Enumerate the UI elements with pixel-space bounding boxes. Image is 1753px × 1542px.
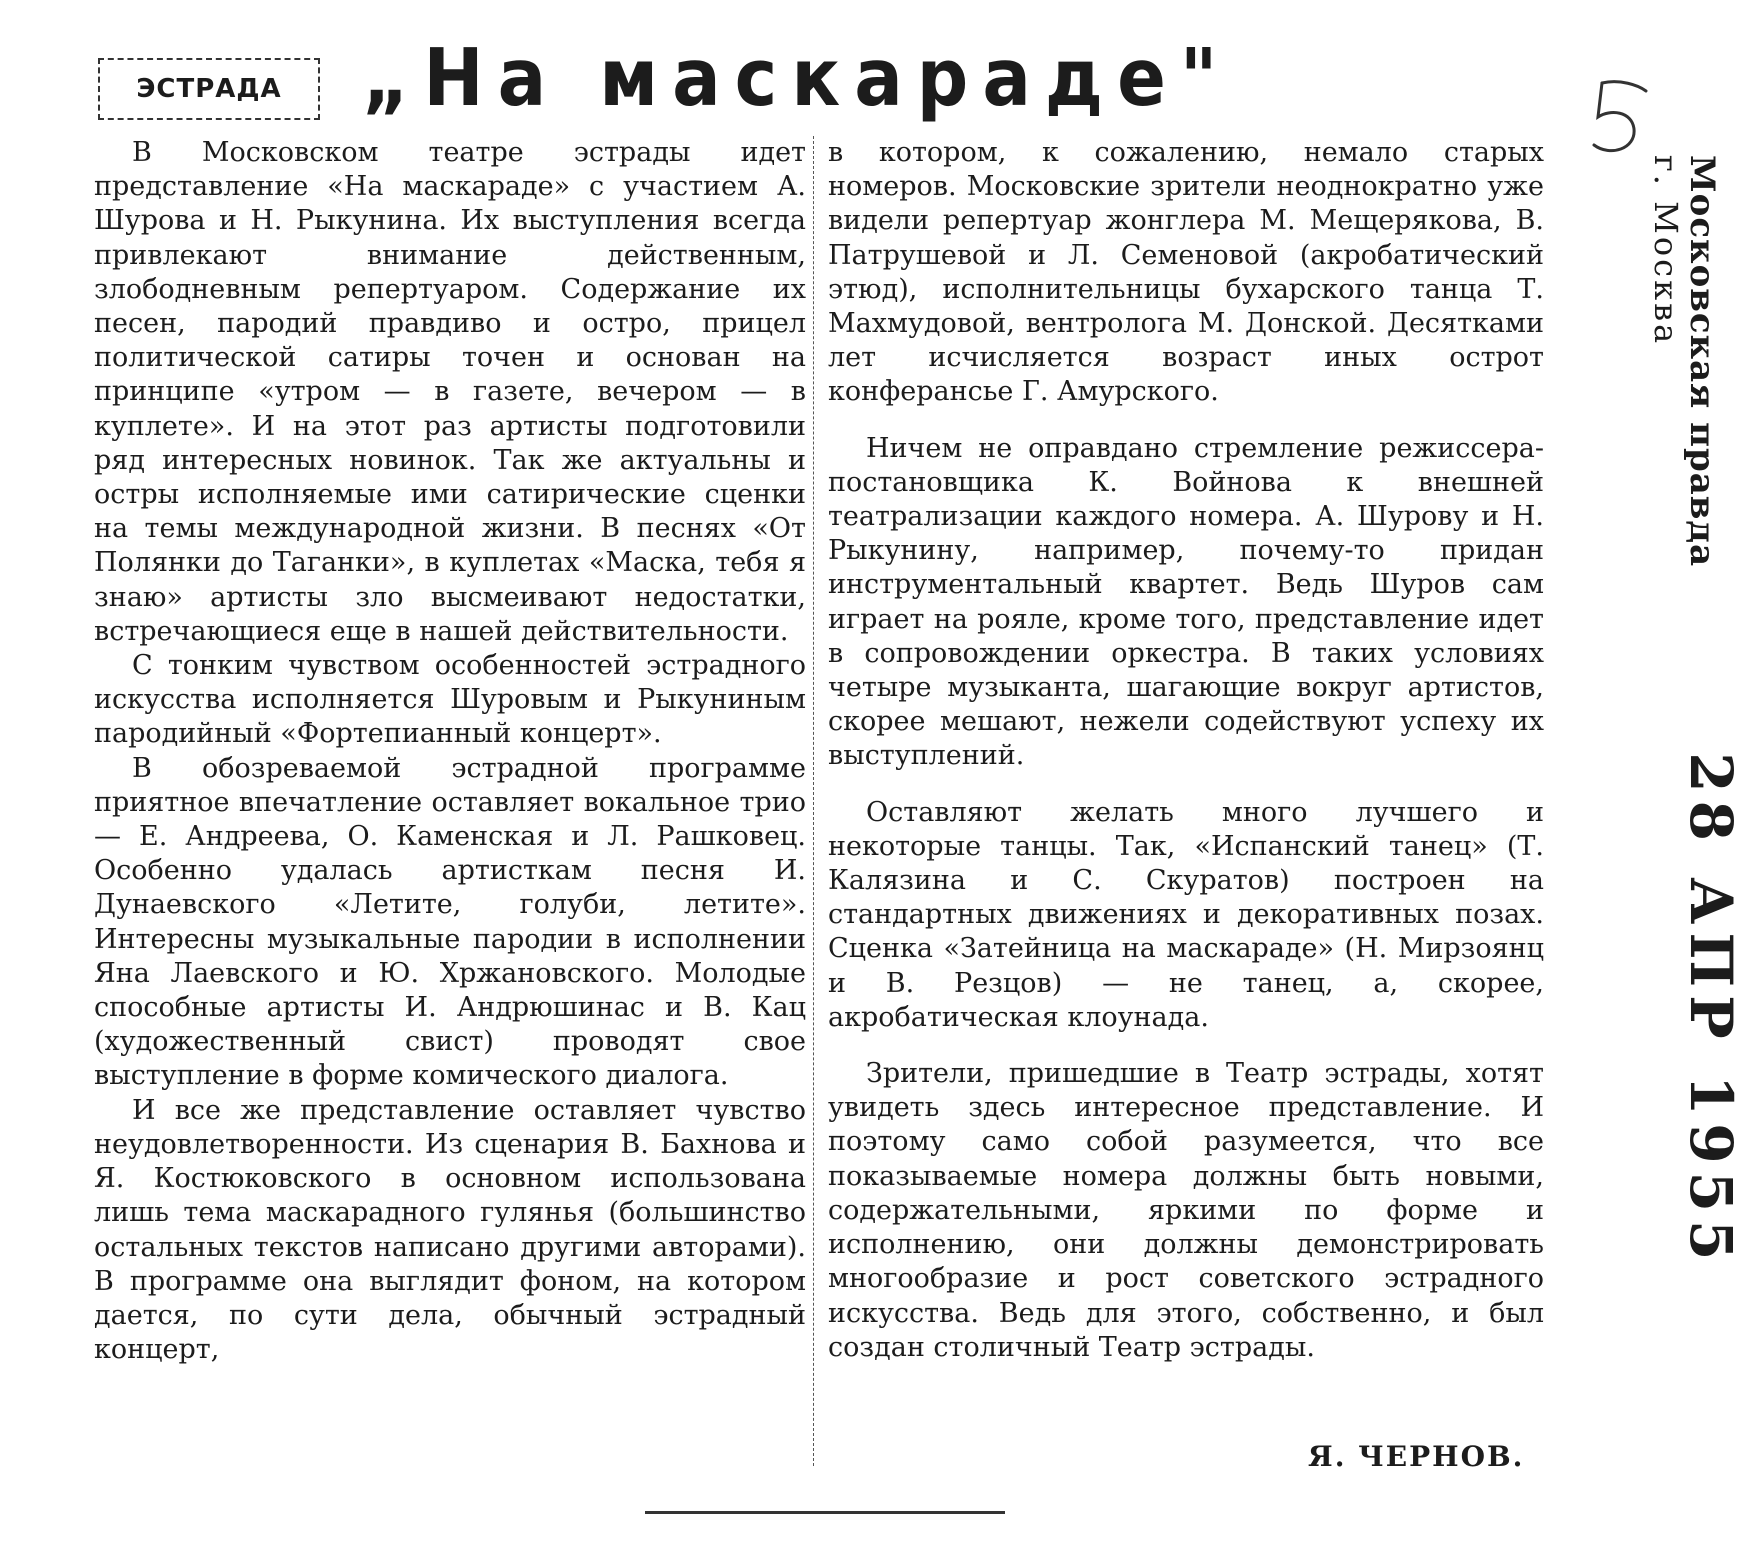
author-signature: Я. ЧЕРНОВ. [1308, 1440, 1525, 1473]
stamp-date: 28 АПР 1955 [1677, 752, 1745, 1269]
article-headline: „На маскараде" [362, 31, 1232, 124]
paragraph: И все же представление оставляет чувство неудовлетворенности. Из сценария В. Бахнова и Я. Костюковского в основном использована лишь тема маскарадного гулянья (большинство остальных текстов написано другими авторами). В программе она выглядит фоном, на котором дается, по сути дела, обычный эстрадный концерт, [94, 1094, 806, 1366]
paragraph: Зрители, пришедшие в Театр эстрады, хотят увидеть здесь интересное представление. И поэтому само собой разумеется, что все показываемые номера должны быть новыми, содержательными, яркими по форме и исполнению, они должны демонстрировать многообразие и рост советского эстрадного искусства. Ведь для этого, собственно, и был создан столичный Театр эстрады. [828, 1058, 1544, 1363]
paragraph: С тонким чувством особенностей эстрадного искусства исполняется Шуровым и Рыкуниным пародийный «Фортепианный концерт». [94, 650, 806, 750]
article-column-right [828, 136, 1544, 1365]
paragraph: В Московском театре эстрады идет представление «На маскараде» с участием А. Шурова и Н. Рыкунина. Их выступления всегда привлекают внимание действенным, злободневным репертуаром. Содержание их песен, пародий правдиво и остро, прицел политической сатиры точен и основан на принципе «утром — в газете, вечером — в куплете». И на этот раз артисты подготовили ряд интересных новинок. Так же актуальны и остры исполняемые ими сатирические сценки на темы международной жизни. В песнях «От Полянки до Таганки», в куплетах «Маска, тебя я знаю» артисты зло высмеивают недостатки, встречающиеся еще в нашей действительности. [94, 137, 806, 647]
rubric-box [98, 58, 320, 120]
handwritten-mark-icon [1580, 75, 1660, 165]
paragraph: в котором, к сожалению, немало старых номеров. Московские зрители неоднократно уже видели репертуар жонглера М. Мещерякова, В. Патрушевой и Л. Семеновой (акробатический этюд), исполнительницы бухарского танца Т. Махмудовой, вентролога М. Донской. Десятками лет исчисляется возраст иных острот конферансье Г. Амурского. [828, 137, 1544, 408]
stamp-city: г. Москва [1647, 155, 1685, 347]
rubric-label: ЭСТРАДА [136, 74, 282, 104]
column-divider [813, 136, 814, 1466]
stamp-paper-name: Московская правда [1682, 155, 1722, 568]
paragraph: Оставляют желать много лучшего и некоторые танцы. Так, «Испанский танец» (Т. Калязина и С. Скуратов) построен на стандартных движениях и декоративных позах. Сценка «Затейница на маскараде» (Н. Мирзоянц и В. Резцов) — не танец, а, скорее, акробатическая клоунада. [828, 796, 1544, 1033]
paragraph: В обозреваемой эстрадной программе приятное впечатление оставляет вокальное трио — Е. Андреева, О. Каменская и Л. Рашковец. Особенно удалась артисткам песня И. Дунаевского «Летите, голуби, летите». Интересны музыкальные пародии в исполнении Яна Лаевского и Ю. Хржановского. Молодые способные артисты И. Андрюшинас и В. Кац (художественный свист) проводят свое выступление в форме комического диалога. [94, 752, 806, 1092]
article-column-left [94, 136, 806, 1367]
bottom-rule [645, 1511, 1005, 1514]
newspaper-stamp [1555, 155, 1753, 1269]
paragraph: Ничем не оправдано стремление режиссера-постановщика К. Войнова к внешней театрализации каждого номера. А. Шурову и Н. Рыкунину, например, почему-то придан инструментальный квартет. Ведь Шуров сам играет на рояле, кроме того, представление идет в сопровождении оркестра. В таких условиях четыре музыканта, шагающие вокруг артистов, скорее мешают, нежели содействуют успеху их выступлений. [828, 432, 1544, 772]
